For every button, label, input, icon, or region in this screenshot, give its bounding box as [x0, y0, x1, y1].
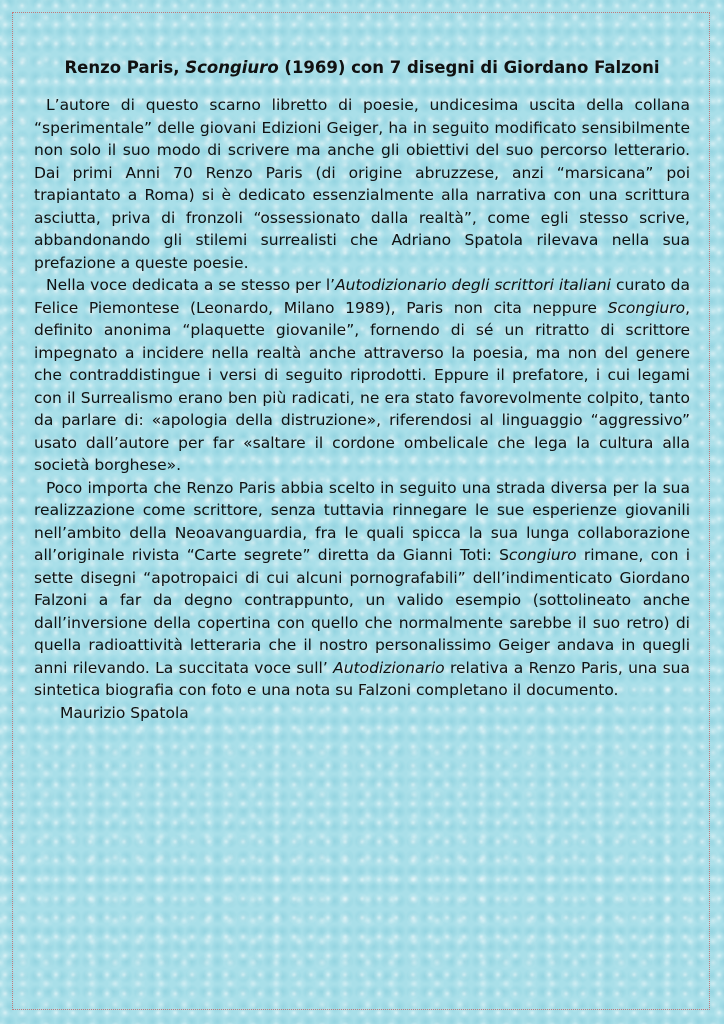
paragraph-1	[34, 94, 690, 274]
paragraph-2-italic-a: Autodizionario degli scrittori italiani	[335, 276, 611, 294]
paragraph-1-text: L’autore di questo scarno libretto di poesie, undicesima uscita della collana “sperimentale” delle giovani Edizioni Geiger, ha in seguito modificato sensibilmente non solo il suo modo di scrivere ma anche gli obiettivi del suo percorso letterario. Dai primi Anni 70 Renzo Paris (di origine abruzzese, anzi “marsicana” poi trapiantato a Roma) si è dedicato essenzialmente alla narrativa con una scrittura asciutta, priva di fronzoli “ossessionato dalla realtà”, come egli stesso scrive, abbandonando gli stilemi surrealisti che Adriano Spatola rilevava nella sua prefazione a queste poesie.	[34, 96, 690, 272]
paragraph-2	[34, 274, 690, 477]
paragraph-3-italic-a: congiuro	[508, 546, 577, 564]
paragraph-2-text-a: Nella voce dedicata a se stesso per l’	[46, 276, 336, 294]
paragraph-2-italic-b: Scongiuro	[607, 298, 686, 317]
paragraph-3-text-b: rimane, con i sette disegni “apotropaici di cui alcuni pornografabili” dell’indimenticato Giordano Falzoni a far da degno contrappunto, un valido esempio (sottolineato anche dall’inversione della copertina con quello che normalmente sarebbe il suo retro) di quella radioattività letteraria che il nostro personalissimo Geiger andava in quegli anni rilevando. La succitata voce sull’	[34, 546, 690, 677]
title-author: Renzo Paris,	[64, 58, 186, 77]
paragraph-2-text-c: , definito anonima “plaquette giovanile”, fornendo di sé un ritratto di scrittore impegnato a incidere nella realtà anche attraverso la poesia, ma non del genere che contraddistingue i versi di seguito riprodotti. Eppure il prefatore, i cui legami con il Surrealismo erano ben più radicati, ne era stato favorevolmente colpito, tanto da parlare di: «apologia della distruzione», riferendosi al linguaggio “aggressivo” usato dall’autore per far «saltare il cordone ombelicale che lega la cultura alla società borghese».	[34, 298, 690, 474]
title-rest: (1969) con 7 disegni di Giordano Falzoni	[278, 58, 660, 77]
document-title	[34, 56, 690, 80]
paragraph-2-text-b: curato da Felice Piemontese (Leonardo, Milano 1989), Paris non cita neppure	[34, 276, 690, 317]
paragraph-3-text-a: Poco importa che Renzo Paris abbia scelto in seguito una strada diversa per la sua realizzazione come scrittore, senza tuttavia rinnegare le sue esperienze giovanili nell’ambito della Neoavanguardia, fra le quali spicca la sua lunga collaborazione all’originale rivista “Carte segrete” diretta da Gianni Toti: S	[34, 478, 690, 564]
document-body	[34, 56, 690, 724]
paragraph-3	[34, 477, 690, 702]
paragraph-3-text-c: relativa a Renzo Paris, una sua sintetica biografia con foto e una nota su Falzoni completano il documento.	[34, 658, 690, 699]
signature: Maurizio Spatola	[60, 703, 189, 722]
title-book: Scongiuro	[185, 58, 279, 77]
paragraph-3-italic-b: Autodizionario	[333, 658, 445, 677]
